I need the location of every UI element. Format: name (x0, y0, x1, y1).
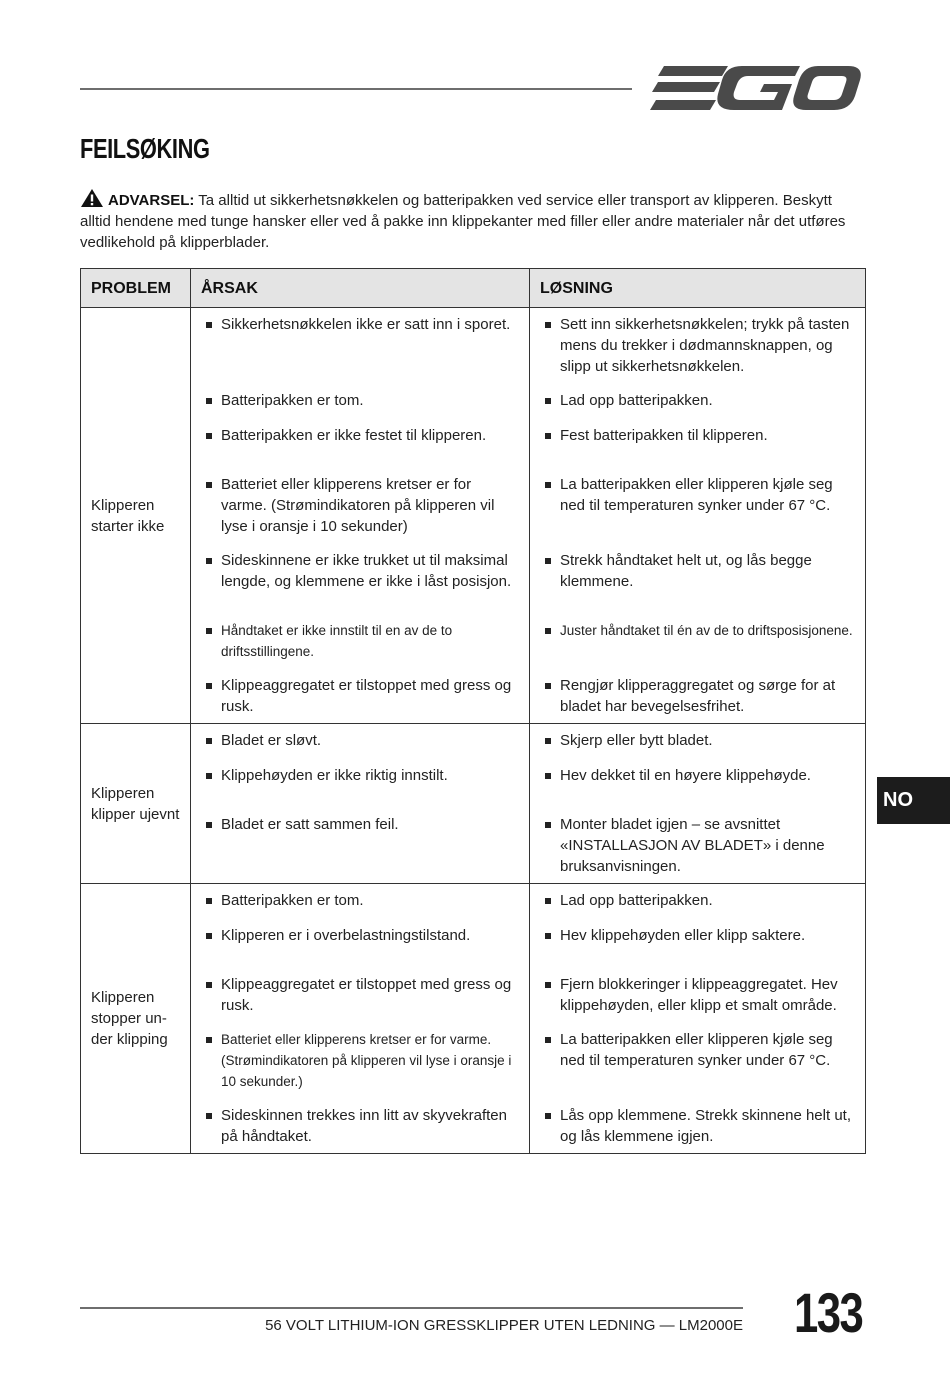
warning-label: ADVARSEL: (108, 192, 195, 209)
solution-cell (530, 724, 866, 884)
list-item: Hev dekket til en høyere klippehøyde. (540, 765, 857, 786)
problem-cell: Klipperen starter ikke (81, 308, 191, 724)
list-item: Klippehøyden er ikke riktig innstilt. (201, 765, 521, 786)
list-item: Håndtaket er ikke innstilt til en av de to driftsstillingene. (201, 620, 521, 662)
table-row (81, 308, 866, 724)
list-item: Sikkerhetsnøkkelen ikke er satt inn i sporet. (201, 314, 521, 377)
list-item: Sideskinnene er ikke trukket ut til maksimal lengde, og klemmene er ikke i låst posisjon. (201, 550, 521, 592)
table-row (81, 724, 866, 884)
list-item: Strekk håndtaket helt ut, og lås begge klemmene. (540, 550, 857, 592)
problem-cell: Klipperen stopper un-der klipping (81, 884, 191, 1154)
list-item: Batteriet eller klipperens kretser er for varme. (Strømindikatoren på klipperen vil lyse i oransje i 10 sekunder.) (201, 1029, 521, 1092)
list-item: Sideskinnen trekkes inn litt av skyvekraften på håndtaket. (201, 1105, 521, 1147)
list-item: La batteripakken eller klipperen kjøle seg ned til temperaturen synker under 67 °C. (540, 1029, 857, 1092)
list-item: Skjerp eller bytt bladet. (540, 730, 857, 751)
solution-cell (530, 884, 866, 1154)
cause-cell (191, 724, 530, 884)
list-item: Lås opp klemmene. Strekk skinnene helt ut, og lås klemmene igjen. (540, 1105, 857, 1147)
table-header-row (81, 269, 866, 308)
solution-cell (530, 308, 866, 724)
list-item: Fjern blokkeringer i klippeaggregatet. Hev klippehøyden, eller klipp et smalt område. (540, 974, 857, 1016)
list-item: Juster håndtaket til én av de to driftsposisjonene. (540, 620, 857, 662)
list-item: La batteripakken eller klipperen kjøle seg ned til temperaturen synker under 67 °C. (540, 474, 857, 537)
list-item: Lad opp batteripakken. (540, 890, 857, 911)
warning-notice (80, 188, 860, 253)
warning-text: Ta alltid ut sikkerhetsnøkkelen og batteripakken ved service eller transport av klipperen. Beskytt alltid hendene med tunge hansker eller ved å pakke inn klippekanter med filler eller andre materialer når det utføres vedlikehold på klipperblader. (80, 192, 846, 251)
header-solution: LØSNING (530, 269, 866, 308)
header-cause: ÅRSAK (191, 269, 530, 308)
list-item: Bladet er satt sammen feil. (201, 814, 521, 835)
header-rule (80, 88, 632, 90)
list-item: Batteripakken er tom. (201, 890, 521, 911)
troubleshooting-table (80, 268, 866, 1154)
header-problem: PROBLEM (81, 269, 191, 308)
warning-triangle-icon (80, 188, 104, 208)
page-title: FEILSØKING (80, 133, 210, 164)
list-item: Sett inn sikkerhetsnøkkelen; trykk på tasten mens du trekker i dødmannsknappen, og slipp ut sikkerhetsnøkkelen. (540, 314, 857, 377)
list-item: Lad opp batteripakken. (540, 390, 857, 411)
table-row (81, 884, 866, 1154)
list-item: Monter bladet igjen – se avsnittet «INSTALLASJON AV BLADET» i denne bruksanvisningen. (540, 814, 857, 877)
language-tab: NO (877, 777, 950, 824)
list-item: Batteripakken er ikke festet til klipperen. (201, 425, 521, 446)
list-item: Batteriet eller klipperens kretser er for varme. (Strømindikatoren på klipperen vil lyse i oransje i 10 sekunder) (201, 474, 521, 537)
page-number: 133 (794, 1281, 863, 1344)
list-item: Bladet er sløvt. (201, 730, 521, 751)
list-item: Batteripakken er tom. (201, 390, 521, 411)
list-item: Rengjør klipperaggregatet og sørge for at bladet har bevegelsesfrihet. (540, 675, 857, 717)
footer-title: 56 VOLT LITHIUM-ION GRESSKLIPPER UTEN LEDNING — LM2000E (265, 1317, 743, 1334)
list-item: Fest batteripakken til klipperen. (540, 425, 857, 446)
list-item: Klippeaggregatet er tilstoppet med gress og rusk. (201, 675, 521, 717)
list-item: Klipperen er i overbelastningstilstand. (201, 925, 521, 946)
list-item: Hev klippehøyden eller klipp saktere. (540, 925, 857, 946)
cause-cell (191, 884, 530, 1154)
cause-cell (191, 308, 530, 724)
problem-cell: Klipperen klipper ujevnt (81, 724, 191, 884)
list-item: Klippeaggregatet er tilstoppet med gress og rusk. (201, 974, 521, 1016)
footer-rule (80, 1307, 743, 1309)
ego-logo (650, 62, 862, 114)
